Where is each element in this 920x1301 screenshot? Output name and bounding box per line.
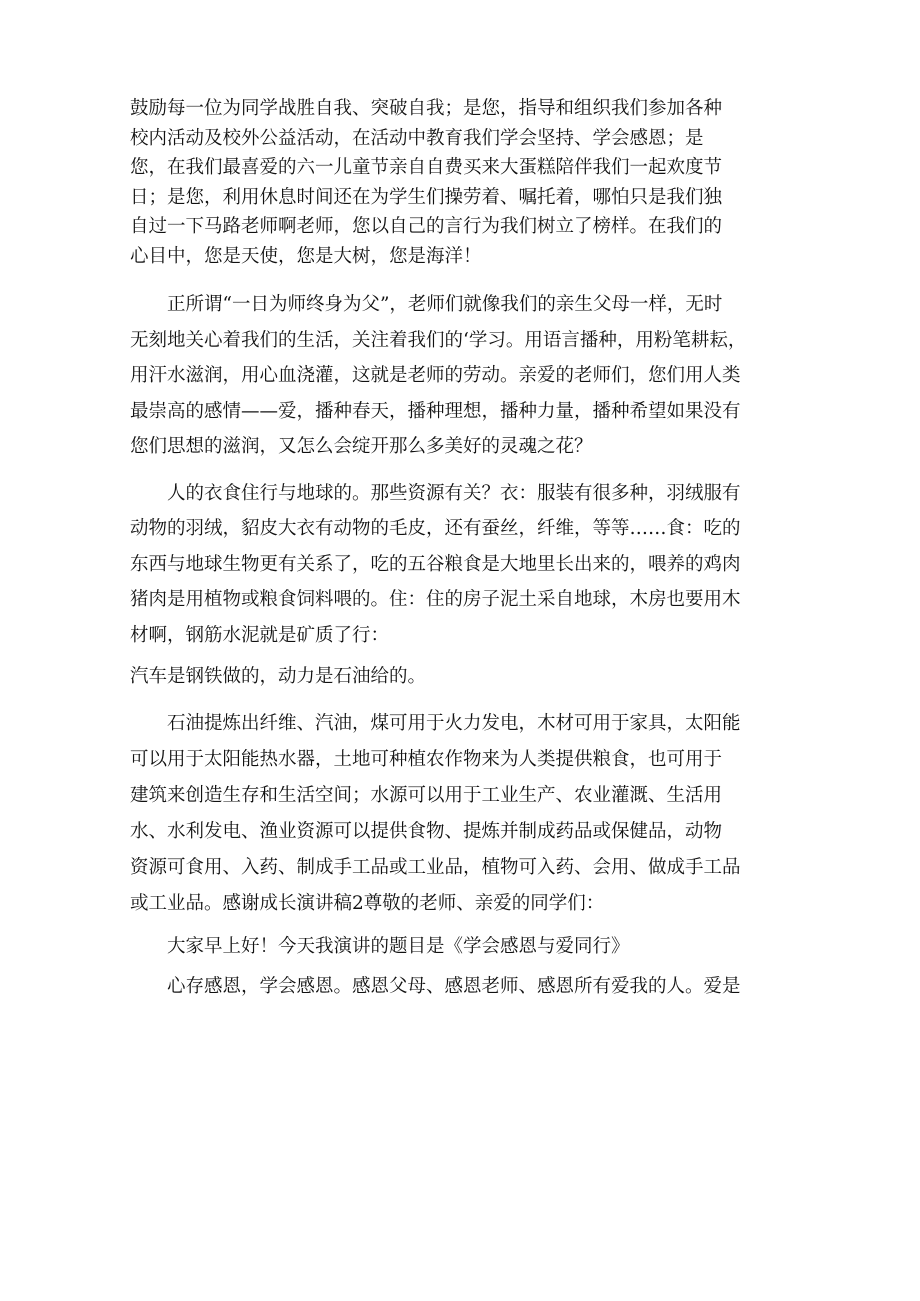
paragraph-cars: 汽车是钢铁做的，动力是石油给的。 (130, 666, 427, 687)
paragraph-gratitude: 心存感恩，学会感恩。感恩父母、感恩老师、感恩所有爱我的人。爱是 (130, 975, 741, 997)
paragraph-speech-greeting: 大家早上好！今天我演讲的题目是《学会感恩与爱同行》 (130, 935, 630, 957)
paragraph-teacher-as-parent: 正所谓“一日为师终身为父”，老师们就像我们的亲生父母一样，无时 无刻地关心着我们的生活，关注着我们的‘学习。用语言播种，用粉笔耕耘， 用汗水滋润，用心血浇灌，这就是老师的劳动。亲爱的老师们，您们用人类 最崇高的感情——爱，播种春天，播种理想，播种力量，播种希望如果没有 您们思想的滋润，又怎么会绽开那么多美好的灵魂之花？ (130, 294, 747, 457)
document-body (130, 94, 795, 1003)
paragraph-praise-teacher: 鼓励每一位为同学战胜自我、突破自我；是您，指导和组织我们参加各种 校内活动及校外公益活动，在活动中教育我们学会坚持、学会感恩；是 您，在我们最喜爱的六一儿童节亲自自费买来大蛋糕陪伴我们一起欢度节 日；是您，利用休息时间还在为学生们操劳着、嘱托着，哪怕只是我们独 自过一下马路老师啊老师，您以自己的言行为我们树立了榜样。在我们的 心目中，您是天使，您是大树，您是海洋！ (130, 98, 723, 267)
paragraph-resource-uses: 石油提炼出纤维、汽油，煤可用于火力发电，木材可用于家具，太阳能 可以用于太阳能热水器，土地可种植农作物来为人类提供粮食，也可用于 建筑来创造生存和生活空间；水源可以用于工业生产、农业灌溉、生活用 水、水利发电、渔业资源可以提供食物、提炼并制成药品或保健品，动物 资源可食用、入药、制成手工品或工业品，植物可入药、会用、做成手工品 或工业品。感谢成长演讲稿2尊敬的老师、亲爱的同学们： (130, 712, 741, 914)
paragraph-earth-resources: 人的衣食住行与地球的。那些资源有关？衣：服装有很多种，羽绒服有 动物的羽绒，貂皮大衣有动物的毛皮，还有蚕丝，纤维，等等……食：吃的 东西与地球生物更有关系了，吃的五谷粮食是大地里长出来的，喂养的鸡肉 猪肉是用植物或粮食饲料喂的。住：住的房子泥土采自地球，木房也要用木 材啊，钢筋水泥就是矿质了行： (130, 482, 741, 646)
